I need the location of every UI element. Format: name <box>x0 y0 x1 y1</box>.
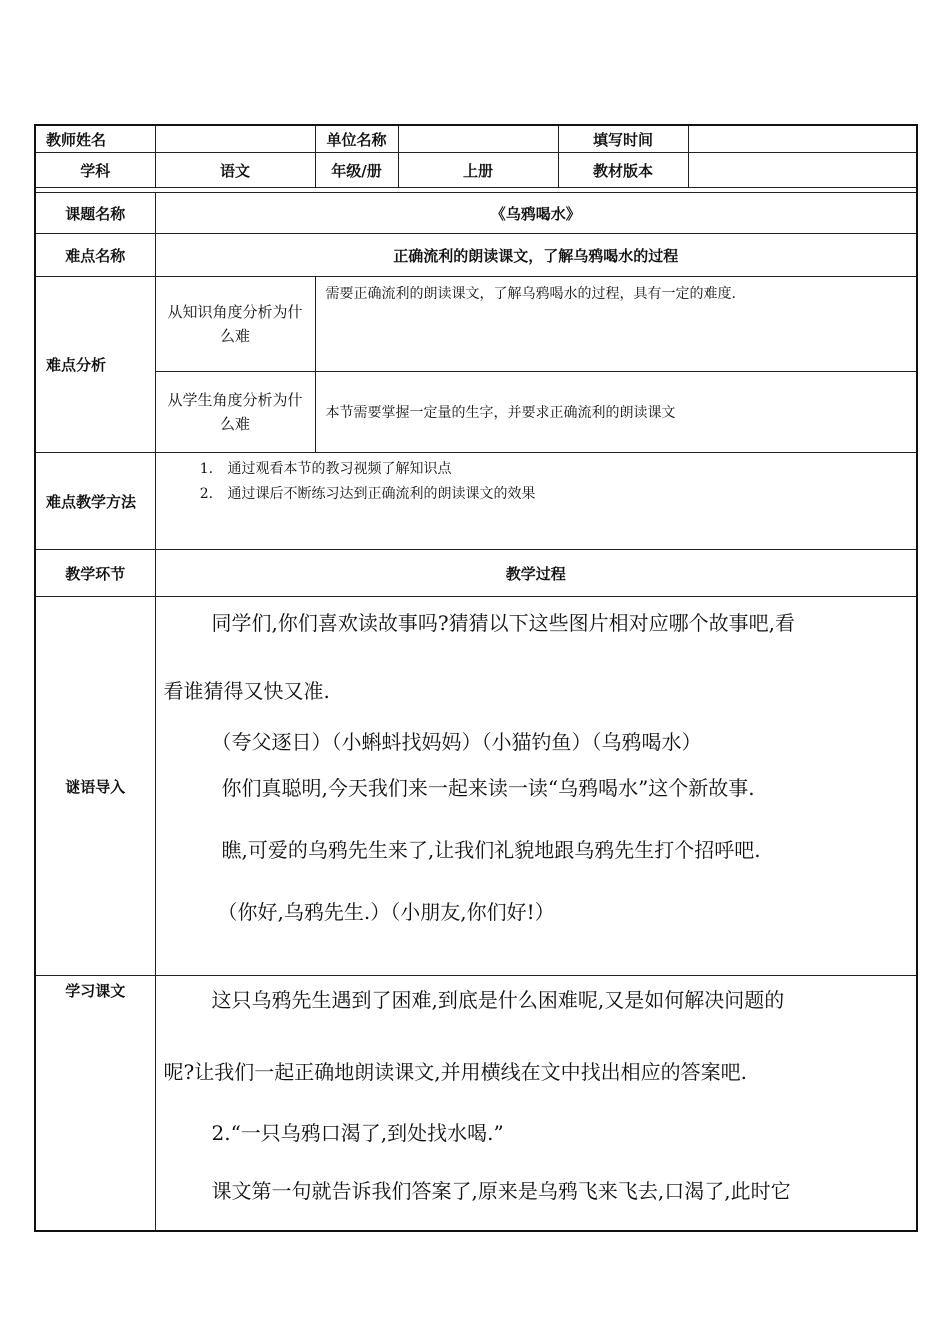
riddle-line: （你好,乌鸦先生.）（小朋友,你们好!） <box>217 900 555 924</box>
difficulty-label: 难点名称 <box>35 234 155 277</box>
process-header: 教学过程 <box>155 550 917 597</box>
textbook-value <box>688 153 917 188</box>
stage-header: 教学环节 <box>35 550 155 597</box>
method-list <box>156 457 917 507</box>
textbook-label: 教材版本 <box>558 153 688 188</box>
subject-label: 学科 <box>35 153 155 188</box>
riddle-line: 你们真聪明,今天我们来一起来读一读“乌鸦喝水”这个新故事. <box>221 776 755 800</box>
process-header-row <box>35 550 917 597</box>
topic-row <box>35 193 917 234</box>
difficulty-value: 正确流利的朗读课文，了解乌鸦喝水的过程 <box>155 234 917 277</box>
date-label: 填写时间 <box>558 125 688 153</box>
subject-value: 语文 <box>155 153 315 188</box>
grade-value: 上册 <box>398 153 558 188</box>
riddle-row <box>35 597 917 976</box>
student-angle-label: 从学生角度分析为什么难 <box>155 372 315 453</box>
method-cell <box>155 453 917 550</box>
student-angle-text: 本节需要掌握一定量的生字，并要求正确流利的朗读课文 <box>315 372 917 453</box>
method-item: 1. 通过观看本节的教习视频了解知识点 <box>218 457 917 482</box>
header-row-1 <box>35 125 917 153</box>
analysis-student-row <box>35 372 917 453</box>
knowledge-angle-text: 需要正确流利的朗读课文，了解乌鸦喝水的过程，具有一定的难度. <box>315 277 917 372</box>
topic-value: 《乌鸦喝水》 <box>155 193 917 234</box>
method-label: 难点教学方法 <box>35 453 155 550</box>
teacher-label: 教师姓名 <box>35 125 155 153</box>
unit-value <box>398 125 558 153</box>
analysis-knowledge-row <box>35 277 917 372</box>
date-value <box>688 125 917 153</box>
study-line: 呢?让我们一起正确地朗读课文,并用横线在文中找出相应的答案吧. <box>163 1060 747 1084</box>
riddle-line: 瞧,可爱的乌鸦先生来了,让我们礼貌地跟乌鸦先生打个招呼吧. <box>221 838 761 862</box>
teacher-value <box>155 125 315 153</box>
grade-label: 年级/册 <box>315 153 398 188</box>
study-label: 学习课文 <box>35 976 155 1232</box>
study-row <box>35 976 917 1232</box>
study-line: 这只乌鸦先生遇到了困难,到底是什么困难呢,又是如何解决问题的 <box>211 988 785 1012</box>
riddle-content <box>155 597 917 976</box>
study-content <box>155 976 917 1232</box>
study-line: 课文第一句就告诉我们答案了,原来是乌鸦飞来飞去,口渴了,此时它 <box>211 1179 791 1203</box>
lesson-plan-table <box>34 124 918 1232</box>
knowledge-angle-label: 从知识角度分析为什么难 <box>155 277 315 372</box>
header-row-2 <box>35 153 917 188</box>
riddle-label: 谜语导入 <box>35 597 155 976</box>
difficulty-row <box>35 234 917 277</box>
riddle-line: 同学们,你们喜欢读故事吗?猜猜以下这些图片相对应哪个故事吧,看 <box>211 611 795 635</box>
study-line: 2.“一只乌鸦口渴了,到处找水喝.” <box>211 1121 504 1145</box>
method-row <box>35 453 917 550</box>
topic-label: 课题名称 <box>35 193 155 234</box>
method-item: 2. 通过课后不断练习达到正确流利的朗读课文的效果 <box>218 482 917 507</box>
riddle-line: 看谁猜得又快又准. <box>163 679 330 703</box>
unit-label: 单位名称 <box>315 125 398 153</box>
riddle-line: （夸父逐日）（小蝌蚪找妈妈）（小猫钓鱼）（乌鸦喝水） <box>211 730 702 754</box>
analysis-label: 难点分析 <box>35 277 155 453</box>
